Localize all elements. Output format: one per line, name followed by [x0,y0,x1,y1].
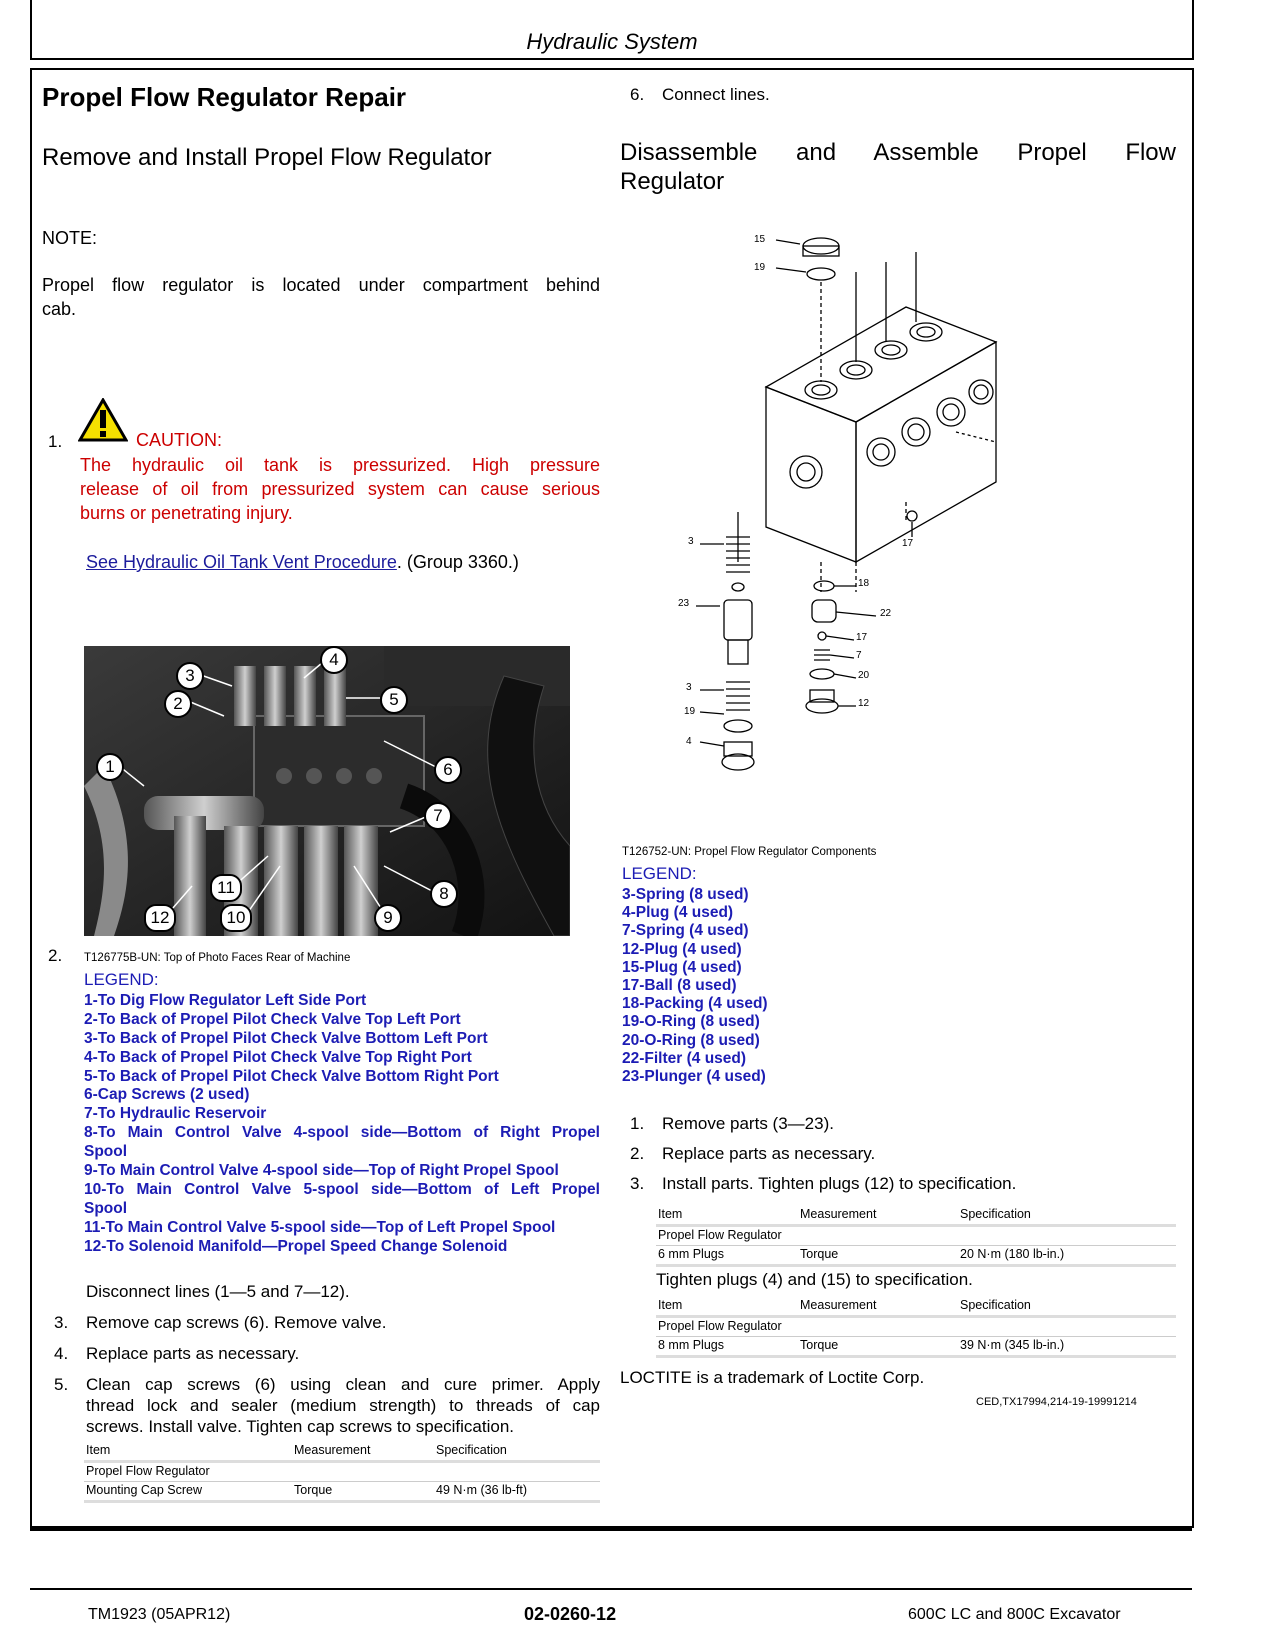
spec1-header-specification: Specification [960,1207,1031,1221]
spec2-group: Propel Flow Regulator [658,1319,782,1333]
components-legend-item: 20-O-Ring (8 used) [622,1031,760,1049]
trademark-text: LOCTITE is a trademark of Loctite Corp. [620,1368,925,1387]
spec-measurement: Torque [294,1483,333,1497]
spec1-header-item: Item [658,1207,683,1221]
step-number: 2. [630,1144,645,1163]
step2-number: 2. [48,946,63,965]
diagram-label-4: 4 [686,736,692,747]
step-text: Replace parts as necessary. [662,1144,876,1163]
photo-caption: T126775B-UN: Top of Photo Faces Rear of Machine [84,952,351,964]
footer-manual-id: TM1923 (05APR12) [88,1606,231,1623]
disassemble-step [620,1114,1180,1144]
caution-text-line2: release of oil from pressurized system can cause serious [80,479,600,499]
step-text: Remove parts (3—23). [662,1114,834,1133]
spec-header-item: Item [86,1443,111,1457]
spec1-header-measurement: Measurement [800,1207,877,1221]
components-legend-item: 7-Spring (4 used) [622,922,749,940]
disassemble-step [620,1144,1180,1174]
disconnect-text: Disconnect lines (1—5 and 7—12). [86,1282,350,1301]
step5-text-line1: Clean cap screws (6) using clean and cure primer. Apply [86,1375,600,1394]
tighten-plugs-text: Tighten plugs (4) and (15) to specification. [656,1270,973,1289]
photo-callout-10: 10 [220,904,252,932]
diagram-label-19-top: 19 [754,262,766,273]
photo-legend-item: Spool [84,1143,128,1161]
spec1-item: 6 mm Plugs [658,1247,724,1261]
diagram-label-12: 12 [858,698,870,709]
spec2-value: 39 N·m (345 lb-in.) [960,1338,1065,1352]
diagram-label-22: 22 [880,608,892,619]
section-subtitle: Remove and Install Propel Flow Regulator [42,144,492,171]
diagram-label-3-bottom: 3 [686,682,692,693]
plug-6mm-spec-table [656,1206,1176,1267]
footer-rule-bottom [30,1588,1192,1590]
footer-machine-model: 600C LC and 800C Excavator [908,1606,1121,1623]
photo-legend-item: 3-To Back of Propel Pilot Check Valve Bottom Left Port [84,1029,488,1047]
spec2-header-item: Item [658,1298,683,1312]
step-text: Install parts. Tighten plugs (12) to specification. [662,1174,1017,1193]
step1-number: 1. [48,432,63,451]
photo-callout-12: 12 [144,904,176,932]
photo-legend-item: 2-To Back of Propel Pilot Check Valve Top Left Port [84,1010,461,1028]
components-legend-item: 18-Packing (4 used) [622,995,768,1013]
step5-number: 5. [54,1375,69,1394]
cap-screw-spec-table [84,1442,600,1503]
spec2-header-measurement: Measurement [800,1298,877,1312]
photo-callout-6: 6 [434,756,462,784]
caution-text-line3: burns or penetrating injury. [80,503,293,523]
photo-callout-2: 2 [164,690,192,718]
spec-value: 49 N·m (36 lb-ft) [436,1483,527,1497]
photo-legend-item: 9-To Main Control Valve 4-spool side—Top of Right Propel Spool [84,1162,559,1180]
spec-header-measurement: Measurement [294,1443,371,1457]
components-legend-item: 23-Plunger (4 used) [622,1067,766,1085]
spec1-value: 20 N·m (180 lb-in.) [960,1247,1065,1261]
spec2-header-specification: Specification [960,1298,1031,1312]
photo-callout-4: 4 [320,646,348,674]
photo-callout-8: 8 [430,880,458,908]
photo-callout-11: 11 [210,874,242,902]
diagram-label-3-top: 3 [688,536,694,547]
note-text-line2: cab. [42,299,77,319]
components-legend-label: LEGEND: [622,864,697,883]
step6-text: Connect lines. [662,85,770,104]
footer-rule-top [30,1528,1192,1531]
photo-callout-3: 3 [176,662,204,690]
photo-legend-item: 12-To Solenoid Manifold—Propel Speed Change Solenoid [84,1237,508,1255]
diagram-label-18: 18 [858,578,870,589]
section-title: Hydraulic System [526,29,698,54]
vent-procedure-group: . (Group 3360.) [396,552,519,572]
step5-text-line2: thread lock and sealer (medium strength) to threads of cap [86,1396,600,1415]
photo-callout-7: 7 [424,802,452,830]
photo-legend-item: 10-To Main Control Valve 5-spool side—Bottom of Left Propel [84,1180,600,1198]
disassemble-step [620,1174,1180,1204]
step3-number: 3. [54,1313,69,1332]
step-number: 1. [630,1114,645,1133]
note-text-line1: Propel flow regulator is located under compartment behind [42,275,600,295]
diagram-label-15: 15 [754,234,766,245]
photo-legend-item: 7-To Hydraulic Reservoir [84,1105,267,1123]
components-legend-item: 3-Spring (8 used) [622,886,749,903]
plug-8mm-spec-table [656,1297,1176,1358]
spec2-item: 8 mm Plugs [658,1338,724,1352]
photo-legend-item: 1-To Dig Flow Regulator Left Side Port [84,992,367,1009]
step3-text: Remove cap screws (6). Remove valve. [86,1313,387,1332]
page-title: Propel Flow Regulator Repair [42,82,407,112]
disassemble-title-line1: Disassemble and Assemble Propel Flow [620,139,1176,166]
step-number: 3. [630,1174,645,1193]
photo-legend [84,992,600,1256]
components-legend-item: 12-Plug (4 used) [622,940,742,958]
photo-legend-item: 8-To Main Control Valve 4-spool side—Bottom of Right Propel [84,1124,600,1142]
footer-page-number: 02-0260-12 [524,1604,617,1624]
vent-procedure-link[interactable]: See Hydraulic Oil Tank Vent Procedure [86,552,397,572]
spec2-measurement: Torque [800,1338,839,1352]
photo-callouts [84,646,570,936]
diagram-label-17-bottom: 17 [856,632,868,643]
photo-legend-item: 5-To Back of Propel Pilot Check Valve Bottom Right Port [84,1067,499,1085]
photo-callout-9: 9 [374,904,402,932]
photo-legend-item: 4-To Back of Propel Pilot Check Valve Top Right Port [84,1048,472,1066]
diagram-label-20: 20 [858,670,870,681]
components-legend-item: 15-Plug (4 used) [622,958,742,976]
figure-caption: T126752-UN: Propel Flow Regulator Components [622,846,877,858]
step5-text-line3: screws. Install valve. Tighten cap screws to specification. [86,1417,515,1436]
photo-legend-label: LEGEND: [84,970,159,989]
spec-group: Propel Flow Regulator [86,1464,210,1478]
disassemble-title-line2: Regulator [620,168,725,195]
page-header [30,0,1194,60]
components-legend-item: 4-Plug (4 used) [622,904,734,922]
diagram-label-23: 23 [678,598,690,609]
regulator-exploded-diagram [676,232,1006,802]
diagram-label-19-bottom: 19 [684,706,696,717]
step4-number: 4. [54,1344,69,1363]
components-legend-item: 22-Filter (4 used) [622,1049,747,1067]
document-id: CED,TX17994,214-19-19991214 [976,1396,1137,1408]
spec-item: Mounting Cap Screw [86,1483,203,1497]
components-legend-item: 17-Ball (8 used) [622,976,737,994]
vent-procedure-reference [86,552,519,573]
step4-text: Replace parts as necessary. [86,1344,300,1363]
photo-legend-item: Spool [84,1199,128,1217]
components-legend-item: 19-O-Ring (8 used) [622,1013,760,1031]
step6-number: 6. [630,85,645,104]
diagram-label-17-top: 17 [902,538,914,549]
spec-header-specification: Specification [436,1443,507,1457]
caution-label: CAUTION: [136,430,223,450]
photo-legend-item: 6-Cap Screws (2 used) [84,1086,250,1104]
photo-callout-5: 5 [380,686,408,714]
note-label: NOTE: [42,228,98,248]
photo-callout-1: 1 [96,753,124,781]
diagram-label-7: 7 [856,650,862,661]
spec1-measurement: Torque [800,1247,839,1261]
components-legend [622,886,1022,1086]
disassemble-steps [620,1114,1180,1204]
spec1-group: Propel Flow Regulator [658,1228,782,1242]
caution-text-line1: The hydraulic oil tank is pressurized. High pressure [80,455,600,475]
photo-legend-item: 11-To Main Control Valve 5-spool side—Top of Left Propel Spool [84,1218,556,1236]
caution-warning-icon [78,398,128,442]
